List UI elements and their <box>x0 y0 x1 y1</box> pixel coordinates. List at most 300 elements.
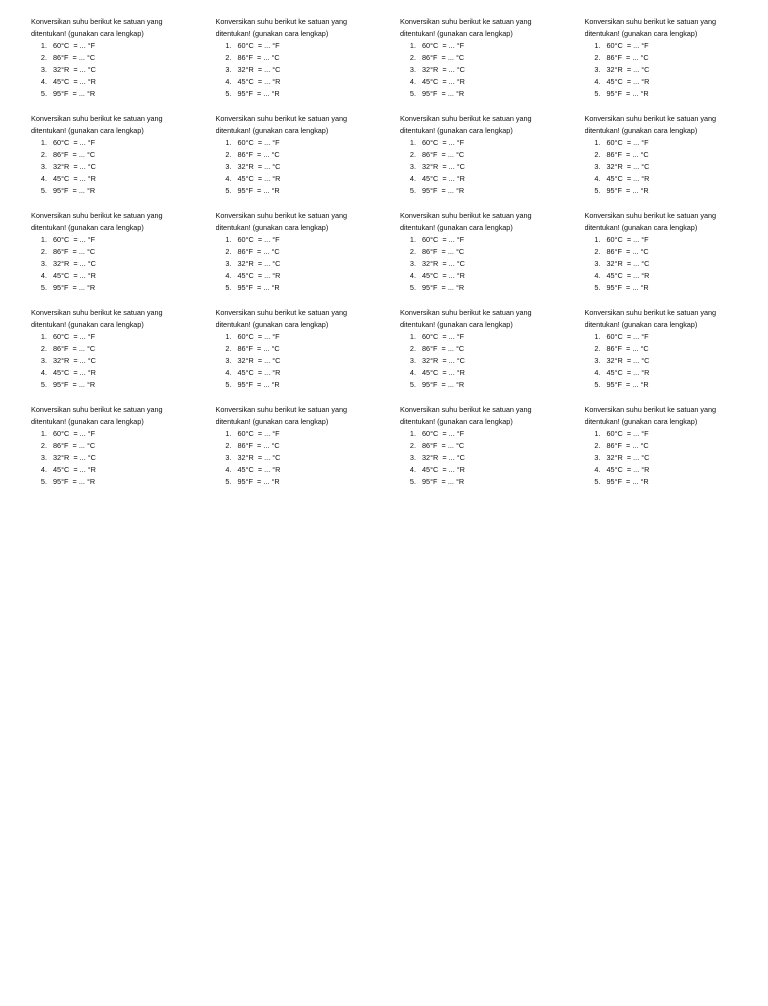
conversion-expression: 95°F = ... °R <box>422 380 465 390</box>
question-number: 2. <box>40 441 47 451</box>
conversion-expression: 60°C = ... °F <box>422 235 465 244</box>
question-number: 5. <box>40 380 47 390</box>
conversion-expression: 32°R = ... °C <box>606 162 650 172</box>
question-number: 5. <box>409 477 416 487</box>
exercise-card <box>31 16 216 113</box>
conversion-expression: 95°F = ... °R <box>237 283 280 293</box>
instruction-line-1: Konversikan suhu berikut ke satuan yang <box>584 211 717 220</box>
instruction-line-1: Konversikan suhu berikut ke satuan yang <box>31 405 163 414</box>
conversion-expression: 95°F = ... °R <box>53 477 96 487</box>
conversion-expression: 95°F = ... °R <box>237 89 280 99</box>
question-item <box>585 258 768 270</box>
conversion-expression: 32°R = ... °C <box>237 356 281 366</box>
instruction-line-1: Konversikan suhu berikut ke satuan yang <box>215 17 348 26</box>
instruction-line-2: ditentukan! (gunakan cara lengkap) <box>584 222 698 232</box>
instruction-text <box>400 16 585 39</box>
instruction-line-1: Konversikan suhu berikut ke satuan yang <box>31 114 163 123</box>
instruction-line-2: ditentukan! (gunakan cara lengkap) <box>31 28 144 38</box>
conversion-expression: 95°F = ... °R <box>237 380 280 390</box>
question-item <box>400 76 585 88</box>
question-number: 4. <box>40 368 47 378</box>
question-item <box>31 64 216 76</box>
exercise-card <box>31 404 216 501</box>
question-number: 1. <box>40 332 47 341</box>
instruction-line-2: ditentukan! (gunakan cara lengkap) <box>215 319 329 329</box>
question-number: 1. <box>40 41 47 50</box>
question-item <box>400 149 585 161</box>
question-item <box>400 234 585 246</box>
conversion-expression: 60°C = ... °F <box>422 332 465 341</box>
instruction-text <box>400 113 585 136</box>
conversion-expression: 95°F = ... °R <box>422 186 465 196</box>
exercise-card <box>400 210 585 307</box>
question-number: 3. <box>225 259 232 269</box>
conversion-expression: 95°F = ... °R <box>53 283 96 293</box>
question-item <box>585 343 768 355</box>
question-item <box>31 343 216 355</box>
question-number: 2. <box>409 150 416 160</box>
question-number: 1. <box>40 138 47 147</box>
question-number: 1. <box>40 235 47 244</box>
exercise-card <box>585 307 768 404</box>
question-number: 4. <box>594 271 601 281</box>
conversion-expression: 95°F = ... °R <box>422 477 465 487</box>
instruction-line-2: ditentukan! (gunakan cara lengkap) <box>584 28 698 38</box>
conversion-expression: 86°F = ... °C <box>606 53 649 63</box>
conversion-expression: 86°F = ... °C <box>606 150 649 160</box>
question-number: 4. <box>225 174 232 184</box>
question-item <box>216 246 401 258</box>
question-item <box>585 40 768 52</box>
instruction-line-1: Konversikan suhu berikut ke satuan yang <box>400 17 532 26</box>
question-number: 5. <box>594 186 601 196</box>
instruction-line-2: ditentukan! (gunakan cara lengkap) <box>400 125 513 135</box>
question-item <box>31 476 216 488</box>
question-item <box>400 331 585 343</box>
conversion-expression: 32°R = ... °C <box>237 162 281 172</box>
conversion-expression: 32°R = ... °C <box>422 453 465 463</box>
question-item <box>585 379 768 391</box>
question-number: 3. <box>594 453 601 463</box>
question-item <box>31 282 216 294</box>
question-list <box>585 40 768 100</box>
instruction-line-2: ditentukan! (gunakan cara lengkap) <box>584 416 698 426</box>
question-item <box>585 440 768 452</box>
question-number: 2. <box>594 247 601 257</box>
question-item <box>585 149 768 161</box>
conversion-expression: 60°C = ... °F <box>237 429 280 438</box>
instruction-text <box>31 16 216 39</box>
conversion-expression: 45°C = ... °R <box>606 368 650 378</box>
question-item <box>31 464 216 476</box>
conversion-expression: 45°C = ... °R <box>237 174 281 184</box>
instruction-text <box>585 404 768 427</box>
question-item <box>216 40 401 52</box>
instruction-line-2: ditentukan! (gunakan cara lengkap) <box>31 222 144 232</box>
question-number: 4. <box>409 77 416 87</box>
question-number: 4. <box>225 368 232 378</box>
question-number: 5. <box>40 186 47 196</box>
conversion-expression: 86°F = ... °C <box>53 441 96 451</box>
question-number: 1. <box>40 429 47 438</box>
question-number: 2. <box>594 344 601 354</box>
conversion-expression: 86°F = ... °C <box>422 53 465 63</box>
question-number: 3. <box>409 356 416 366</box>
question-list <box>400 331 585 391</box>
conversion-expression: 45°C = ... °R <box>53 271 96 281</box>
conversion-expression: 95°F = ... °R <box>606 477 649 487</box>
exercise-card <box>400 404 585 501</box>
instruction-line-1: Konversikan suhu berikut ke satuan yang <box>215 211 348 220</box>
question-item <box>585 476 768 488</box>
instruction-line-2: ditentukan! (gunakan cara lengkap) <box>400 416 513 426</box>
instruction-text <box>31 113 216 136</box>
question-number: 5. <box>409 380 416 390</box>
question-number: 1. <box>409 429 416 438</box>
question-number: 5. <box>409 89 416 99</box>
question-item <box>400 428 585 440</box>
question-number: 4. <box>594 174 601 184</box>
question-number: 1. <box>594 429 601 438</box>
question-number: 1. <box>409 332 416 341</box>
question-number: 1. <box>225 332 232 341</box>
question-item <box>400 40 585 52</box>
conversion-expression: 60°C = ... °F <box>53 332 96 341</box>
exercise-card <box>31 113 216 210</box>
question-number: 2. <box>225 344 232 354</box>
question-number: 1. <box>225 235 232 244</box>
conversion-expression: 32°R = ... °C <box>53 65 96 75</box>
conversion-expression: 86°F = ... °C <box>237 344 280 354</box>
instruction-line-1: Konversikan suhu berikut ke satuan yang <box>215 114 348 123</box>
conversion-expression: 60°C = ... °F <box>422 138 465 147</box>
question-number: 1. <box>409 41 416 50</box>
question-number: 3. <box>40 453 47 463</box>
conversion-expression: 86°F = ... °C <box>606 344 649 354</box>
exercise-card <box>216 307 401 404</box>
question-number: 3. <box>225 453 232 463</box>
question-number: 1. <box>409 235 416 244</box>
question-number: 3. <box>594 65 601 75</box>
worksheet-grid <box>31 16 761 501</box>
question-item <box>31 52 216 64</box>
question-item <box>216 137 401 149</box>
conversion-expression: 45°C = ... °R <box>606 271 650 281</box>
conversion-expression: 45°C = ... °R <box>422 77 465 87</box>
conversion-expression: 32°R = ... °C <box>422 259 465 269</box>
question-number: 1. <box>409 138 416 147</box>
question-item <box>400 452 585 464</box>
question-number: 2. <box>225 53 232 63</box>
question-item <box>216 149 401 161</box>
instruction-line-1: Konversikan suhu berikut ke satuan yang <box>584 114 717 123</box>
question-number: 5. <box>40 283 47 293</box>
conversion-expression: 60°C = ... °F <box>237 138 280 147</box>
conversion-expression: 32°R = ... °C <box>422 162 465 172</box>
question-number: 3. <box>409 259 416 269</box>
question-number: 4. <box>594 465 601 475</box>
question-number: 5. <box>594 89 601 99</box>
instruction-line-2: ditentukan! (gunakan cara lengkap) <box>215 125 329 135</box>
conversion-expression: 45°C = ... °R <box>422 465 465 475</box>
conversion-expression: 32°R = ... °C <box>422 65 465 75</box>
question-list <box>216 331 401 391</box>
question-item <box>585 367 768 379</box>
instruction-line-1: Konversikan suhu berikut ke satuan yang <box>215 405 348 414</box>
question-item <box>400 161 585 173</box>
conversion-expression: 32°R = ... °C <box>606 65 650 75</box>
conversion-expression: 45°C = ... °R <box>237 368 281 378</box>
instruction-line-2: ditentukan! (gunakan cara lengkap) <box>584 319 698 329</box>
question-number: 3. <box>40 259 47 269</box>
question-number: 5. <box>225 89 232 99</box>
question-list <box>585 331 768 391</box>
question-item <box>400 137 585 149</box>
question-number: 5. <box>594 477 601 487</box>
question-item <box>585 428 768 440</box>
instruction-line-1: Konversikan suhu berikut ke satuan yang <box>400 211 532 220</box>
exercise-card <box>216 210 401 307</box>
conversion-expression: 60°C = ... °F <box>53 235 96 244</box>
conversion-expression: 86°F = ... °C <box>606 247 649 257</box>
conversion-expression: 45°C = ... °R <box>237 77 281 87</box>
question-number: 2. <box>409 441 416 451</box>
conversion-expression: 60°C = ... °F <box>53 41 96 50</box>
question-number: 4. <box>40 77 47 87</box>
question-number: 1. <box>225 41 232 50</box>
question-item <box>585 76 768 88</box>
conversion-expression: 32°R = ... °C <box>53 162 96 172</box>
question-item <box>216 52 401 64</box>
question-item <box>400 270 585 282</box>
question-number: 3. <box>225 356 232 366</box>
conversion-expression: 45°C = ... °R <box>606 174 650 184</box>
question-item <box>400 367 585 379</box>
exercise-card <box>31 210 216 307</box>
question-item <box>216 428 401 440</box>
question-number: 4. <box>40 271 47 281</box>
exercise-card <box>216 404 401 501</box>
question-item <box>400 258 585 270</box>
question-item <box>31 331 216 343</box>
conversion-expression: 60°C = ... °F <box>606 41 649 50</box>
question-item <box>216 476 401 488</box>
question-list <box>216 428 401 488</box>
conversion-expression: 60°C = ... °F <box>606 235 649 244</box>
question-item <box>585 64 768 76</box>
conversion-expression: 86°F = ... °C <box>422 150 465 160</box>
conversion-expression: 32°R = ... °C <box>237 65 281 75</box>
question-item <box>585 137 768 149</box>
question-list <box>585 137 768 197</box>
conversion-expression: 45°C = ... °R <box>422 271 465 281</box>
instruction-line-1: Konversikan suhu berikut ke satuan yang <box>400 308 532 317</box>
instruction-line-1: Konversikan suhu berikut ke satuan yang <box>584 405 717 414</box>
conversion-expression: 32°R = ... °C <box>53 259 96 269</box>
question-item <box>585 270 768 282</box>
conversion-expression: 95°F = ... °R <box>53 89 96 99</box>
question-item <box>400 379 585 391</box>
question-number: 2. <box>409 344 416 354</box>
instruction-line-2: ditentukan! (gunakan cara lengkap) <box>31 416 144 426</box>
question-number: 4. <box>409 271 416 281</box>
conversion-expression: 86°F = ... °C <box>53 247 96 257</box>
conversion-expression: 45°C = ... °R <box>53 174 96 184</box>
instruction-line-1: Konversikan suhu berikut ke satuan yang <box>215 308 348 317</box>
conversion-expression: 32°R = ... °C <box>237 453 281 463</box>
question-item <box>31 149 216 161</box>
question-item <box>31 270 216 282</box>
question-item <box>31 40 216 52</box>
instruction-text <box>585 16 768 39</box>
exercise-card <box>585 404 768 501</box>
question-number: 2. <box>594 53 601 63</box>
question-number: 4. <box>225 465 232 475</box>
question-number: 3. <box>40 162 47 172</box>
conversion-expression: 32°R = ... °C <box>237 259 281 269</box>
exercise-card <box>585 16 768 113</box>
question-item <box>585 88 768 100</box>
instruction-line-1: Konversikan suhu berikut ke satuan yang <box>31 17 163 26</box>
conversion-expression: 45°C = ... °R <box>422 368 465 378</box>
question-item <box>400 464 585 476</box>
instruction-line-2: ditentukan! (gunakan cara lengkap) <box>215 222 329 232</box>
instruction-text <box>31 404 216 427</box>
question-number: 3. <box>40 356 47 366</box>
question-item <box>400 282 585 294</box>
question-item <box>216 343 401 355</box>
question-number: 2. <box>594 150 601 160</box>
question-list <box>585 234 768 294</box>
question-number: 1. <box>594 235 601 244</box>
question-number: 4. <box>225 77 232 87</box>
question-number: 5. <box>594 283 601 293</box>
conversion-expression: 86°F = ... °C <box>237 247 280 257</box>
conversion-expression: 95°F = ... °R <box>422 89 465 99</box>
question-item <box>31 367 216 379</box>
question-item <box>216 185 401 197</box>
question-item <box>585 246 768 258</box>
instruction-line-2: ditentukan! (gunakan cara lengkap) <box>31 125 144 135</box>
question-item <box>400 440 585 452</box>
conversion-expression: 60°C = ... °F <box>237 235 280 244</box>
question-list <box>31 428 216 488</box>
question-list <box>400 234 585 294</box>
instruction-line-2: ditentukan! (gunakan cara lengkap) <box>400 319 513 329</box>
question-list <box>400 428 585 488</box>
conversion-expression: 60°C = ... °F <box>53 138 96 147</box>
instruction-text <box>400 404 585 427</box>
instruction-line-1: Konversikan suhu berikut ke satuan yang <box>584 308 717 317</box>
question-item <box>31 173 216 185</box>
instruction-text <box>585 113 768 136</box>
question-item <box>400 355 585 367</box>
question-number: 5. <box>409 186 416 196</box>
question-item <box>400 343 585 355</box>
instruction-line-2: ditentukan! (gunakan cara lengkap) <box>400 28 513 38</box>
question-item <box>216 173 401 185</box>
conversion-expression: 95°F = ... °R <box>606 380 649 390</box>
question-item <box>216 452 401 464</box>
conversion-expression: 60°C = ... °F <box>237 41 280 50</box>
question-number: 3. <box>409 65 416 75</box>
question-number: 4. <box>40 174 47 184</box>
question-list <box>216 40 401 100</box>
exercise-card <box>216 113 401 210</box>
conversion-expression: 45°C = ... °R <box>237 271 281 281</box>
question-number: 2. <box>225 441 232 451</box>
question-item <box>585 355 768 367</box>
exercise-card <box>400 113 585 210</box>
question-list <box>400 137 585 197</box>
question-number: 2. <box>409 53 416 63</box>
question-number: 5. <box>225 477 232 487</box>
instruction-text <box>400 307 585 330</box>
conversion-expression: 45°C = ... °R <box>53 465 96 475</box>
exercise-card <box>585 210 768 307</box>
question-number: 2. <box>40 53 47 63</box>
question-item <box>216 161 401 173</box>
question-item <box>400 185 585 197</box>
question-item <box>31 246 216 258</box>
question-number: 4. <box>594 77 601 87</box>
question-number: 5. <box>225 380 232 390</box>
question-item <box>31 440 216 452</box>
question-number: 3. <box>409 162 416 172</box>
conversion-expression: 32°R = ... °C <box>422 356 465 366</box>
question-list <box>400 40 585 100</box>
conversion-expression: 45°C = ... °R <box>53 368 96 378</box>
question-number: 3. <box>594 162 601 172</box>
question-item <box>585 464 768 476</box>
question-number: 4. <box>594 368 601 378</box>
instruction-text <box>216 113 401 136</box>
question-item <box>585 52 768 64</box>
question-item <box>31 161 216 173</box>
instruction-text <box>400 210 585 233</box>
conversion-expression: 95°F = ... °R <box>237 477 280 487</box>
conversion-expression: 86°F = ... °C <box>237 150 280 160</box>
question-number: 5. <box>409 283 416 293</box>
question-number: 1. <box>594 41 601 50</box>
conversion-expression: 60°C = ... °F <box>606 429 649 438</box>
conversion-expression: 86°F = ... °C <box>53 150 96 160</box>
conversion-expression: 60°C = ... °F <box>237 332 280 341</box>
question-list <box>31 331 216 391</box>
question-item <box>400 88 585 100</box>
question-number: 2. <box>409 247 416 257</box>
question-number: 4. <box>409 174 416 184</box>
exercise-card <box>31 307 216 404</box>
conversion-expression: 32°R = ... °C <box>606 356 650 366</box>
question-item <box>216 367 401 379</box>
question-item <box>585 282 768 294</box>
conversion-expression: 86°F = ... °C <box>237 441 280 451</box>
conversion-expression: 60°C = ... °F <box>53 429 96 438</box>
question-number: 2. <box>594 441 601 451</box>
question-number: 4. <box>409 368 416 378</box>
conversion-expression: 86°F = ... °C <box>53 344 96 354</box>
instruction-text <box>585 210 768 233</box>
conversion-expression: 95°F = ... °R <box>606 283 649 293</box>
question-item <box>585 452 768 464</box>
question-number: 3. <box>225 162 232 172</box>
question-number: 1. <box>594 138 601 147</box>
conversion-expression: 32°R = ... °C <box>606 259 650 269</box>
question-number: 2. <box>225 247 232 257</box>
instruction-line-2: ditentukan! (gunakan cara lengkap) <box>400 222 513 232</box>
exercise-card <box>216 16 401 113</box>
